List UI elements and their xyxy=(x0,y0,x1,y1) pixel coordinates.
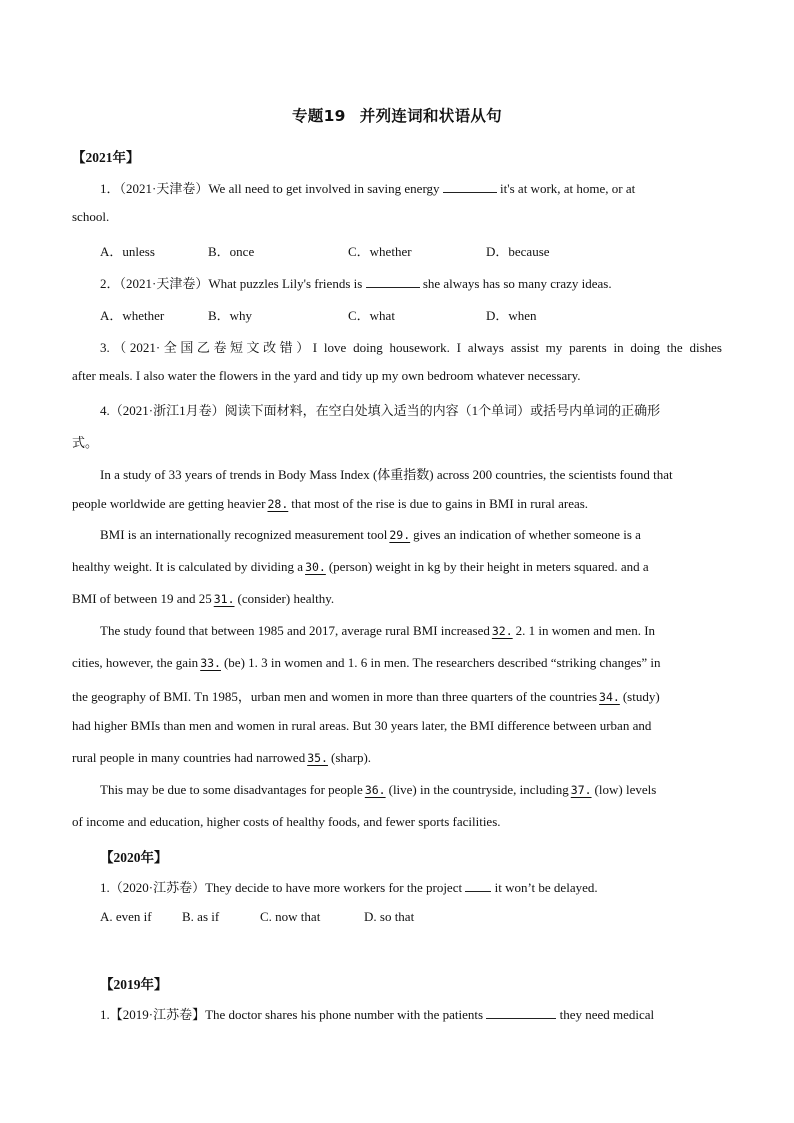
answer-blank xyxy=(486,1007,556,1019)
passage-line: BMI of between 19 and 25 31. (consider) healthy. xyxy=(72,591,335,606)
passage-line: cities, however, the gain 33. (be) 1. 3 in women and 1. 6 in men. The researchers described “striking changes” in xyxy=(72,655,661,670)
answer-blank xyxy=(443,181,497,193)
question-4-instruction-end: 式。 xyxy=(72,435,99,450)
option-b: B．why xyxy=(208,308,253,323)
passage-line: healthy weight. It is calculated by dividing a 30. (person) weight in kg by their height in meters squared. and a xyxy=(72,559,649,574)
blank-31: 31. xyxy=(213,592,235,606)
question-2: 2．（2021·天津卷）What puzzles Lily's friends is she always has so many crazy ideas. xyxy=(100,276,612,291)
question-2019-1: 1.【2019·江苏卷】The doctor shares his phone number with the patients they need medical xyxy=(100,1007,655,1022)
question-2020-options xyxy=(100,909,414,925)
option-a: A．unless xyxy=(100,244,155,259)
question-3-line-2: after meals. I also water the flowers in the yard and tidy up my own bedroom whatever necessary. xyxy=(72,368,581,383)
answer-blank xyxy=(366,276,420,288)
blank-35: 35. xyxy=(307,751,328,765)
section-header-2021: 【2021年】 xyxy=(72,150,140,165)
question-1: 1．（2021·天津卷）We all need to get involved in saving energy it's at work, at home, or at xyxy=(100,181,636,196)
passage-line: This may be due to some disadvantages for people 36. (live) in the countryside, including 37. (low) levels xyxy=(100,782,657,797)
passage-line: had higher BMIs than men and women in rural areas. But 30 years later, the BMI difference between urban and xyxy=(72,718,652,733)
passage-line: The study found that between 1985 and 2017, average rural BMI increased 32. 2. 1 in women and men. In xyxy=(100,623,656,638)
blank-36: 36. xyxy=(364,783,386,797)
blank-28: 28. xyxy=(267,497,289,511)
topic-number: 专题19 xyxy=(292,107,346,125)
option-c: C．what xyxy=(348,308,395,323)
passage-line: of income and education, higher costs of healthy foods, and fewer sports facilities. xyxy=(72,814,501,829)
option-a: A. even if xyxy=(100,909,152,924)
blank-34: 34. xyxy=(599,690,620,704)
question-1-continued: school. xyxy=(72,209,110,224)
question-4-instruction: 4.（2021·浙江1月卷）阅读下面材料，在空白处填入适当的内容（1个单词）或括号内单词的正确形 xyxy=(100,403,661,418)
passage-line: the geography of BMI. Tn 1985，urban men and women in more than three quarters of the countries 34. (study) xyxy=(72,689,660,704)
option-b: B. as if xyxy=(182,909,220,924)
option-b: B．once xyxy=(208,244,255,259)
topic-name: 并列连词和状语从句 xyxy=(359,107,502,125)
blank-30: 30. xyxy=(305,560,326,574)
option-d: D. so that xyxy=(364,909,415,924)
option-a: A．whether xyxy=(100,308,165,323)
question-2-options xyxy=(100,305,537,324)
blank-33: 33. xyxy=(200,656,221,670)
option-c: C. now that xyxy=(260,909,321,924)
section-header-2020: 【2020年】 xyxy=(100,850,168,865)
blank-37: 37. xyxy=(570,783,592,797)
passage-line: In a study of 33 years of trends in Body Mass Index (体重指数) across 200 countries, the scientists found that xyxy=(100,467,673,482)
passage-line: rural people in many countries had narrowed 35. (sharp). xyxy=(72,750,372,765)
option-d: D．when xyxy=(486,308,537,323)
question-1-options xyxy=(100,241,550,260)
passage-line: people worldwide are getting heavier 28. that most of the rise is due to gains in BMI in rural areas. xyxy=(72,496,589,511)
passage-line: BMI is an internationally recognized measurement tool 29. gives an indication of whether someone is a xyxy=(100,527,641,542)
question-2020-1: 1.（2020·江苏卷）They decide to have more workers for the project it won’t be delayed. xyxy=(100,880,598,895)
blank-32: 32. xyxy=(491,624,513,638)
blank-29: 29. xyxy=(389,528,411,542)
question-3-line-1: 3.（2021·全国乙卷短文改错）I love doing housework. I always assist my parents in doing the dishes xyxy=(100,340,722,355)
page-title xyxy=(0,104,794,126)
option-c: C．whether xyxy=(348,244,412,259)
section-header-2019: 【2019年】 xyxy=(100,977,168,992)
answer-blank xyxy=(465,880,491,892)
option-d: D．because xyxy=(486,244,550,259)
